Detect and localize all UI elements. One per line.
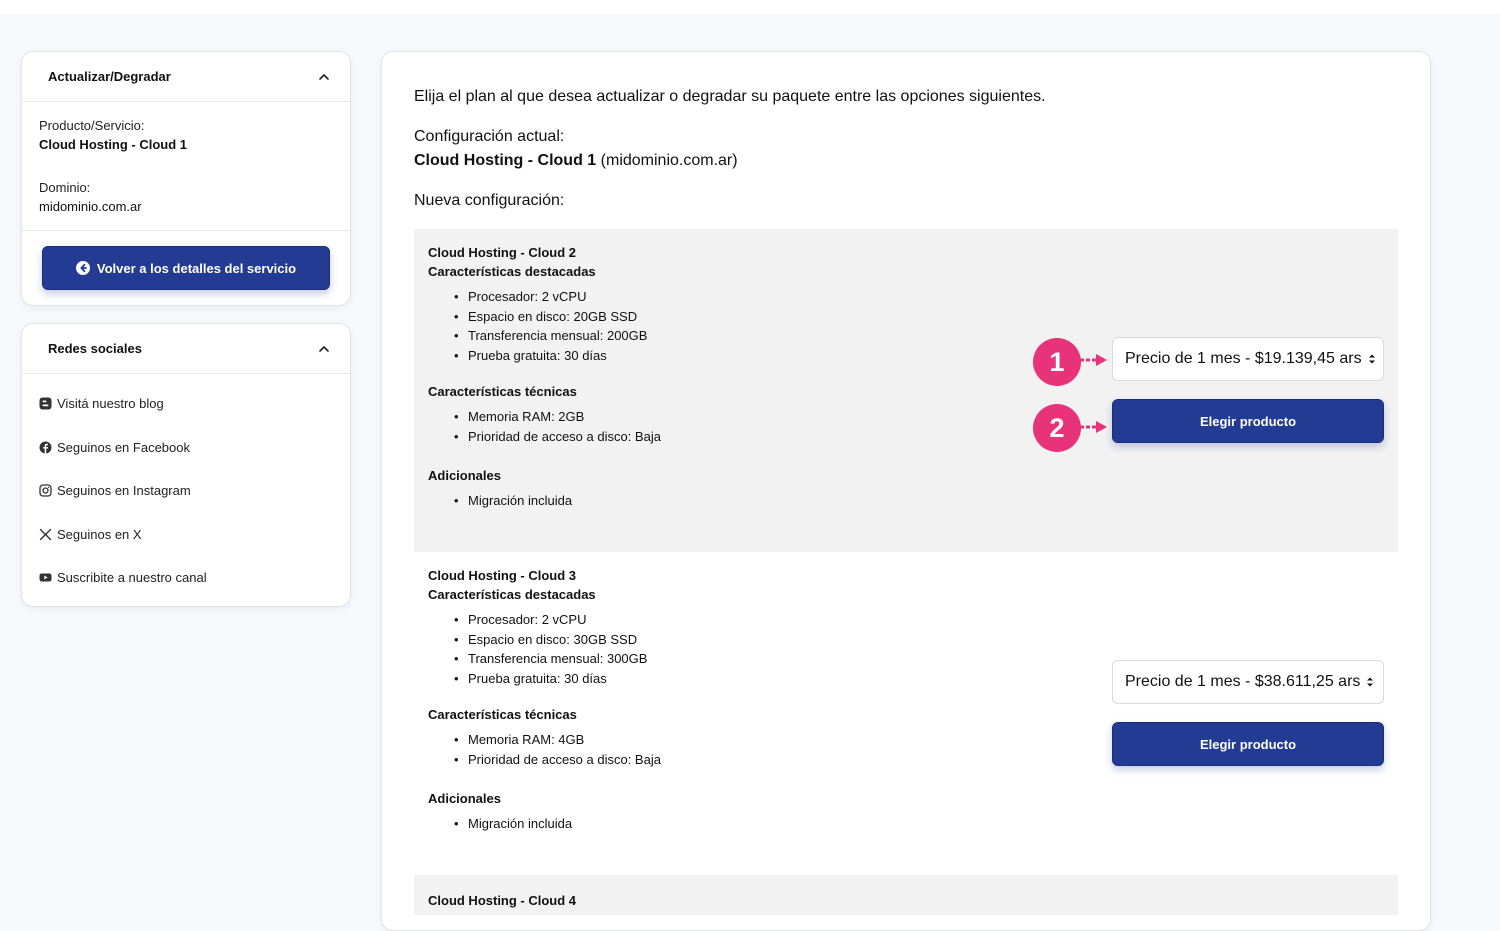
social-panel [21,323,351,607]
arrow-right-icon [1080,419,1108,435]
list-item: • Transferencia mensual: 200GB [454,326,1384,346]
upgrade-panel-title: Actualizar/Degradar [48,69,171,84]
price-select[interactable] [1112,660,1384,704]
choose-product-button[interactable]: Elegir producto [1112,722,1384,766]
plan-option [414,875,1398,915]
choose-product-button[interactable]: Elegir producto [1112,399,1384,443]
social-item-label: Seguinos en Instagram [57,483,191,499]
domain-label: Dominio: [39,180,91,195]
plan-technical-title: Características técnicas [428,707,577,722]
arrow-right-icon [1080,352,1108,368]
list-item: • Memoria RAM: 2GB [454,407,1384,427]
annotation-marker-1: 1 [1033,338,1081,386]
facebook-icon [39,441,52,454]
price-select[interactable] [1112,337,1384,381]
select-arrows-icon [1368,353,1376,365]
social-item-youtube[interactable] [22,556,350,600]
social-item-label: Seguinos en Facebook [57,439,190,455]
new-config-label: Nueva configuración: [414,192,565,209]
current-plan-domain: (midominio.com.ar) [600,152,738,169]
instagram-icon [39,484,52,497]
social-item-facebook[interactable] [22,426,350,470]
blogger-icon [39,397,52,410]
plan-extras-title: Adicionales [428,791,501,806]
list-item: • Procesador: 2 vCPU [454,610,1384,630]
list-item: • Prioridad de acceso a disco: Baja [454,750,1384,770]
plan-extras-title: Adicionales [428,468,501,483]
list-item: • Prueba gratuita: 30 días [454,346,1384,366]
current-config-label: Configuración actual: [414,128,565,145]
plan-title: Cloud Hosting - Cloud 2 [428,245,577,260]
social-item-label: Seguinos en X [57,526,142,542]
chevron-up-icon[interactable] [318,71,330,83]
current-config-value [414,152,738,170]
social-item-label: Visitá nuestro blog [57,396,164,412]
plan-technical-title: Características técnicas [428,384,577,399]
x-icon [39,528,52,541]
select-arrows-icon [1366,676,1374,688]
product-label: Producto/Servicio: [39,118,145,133]
list-item: • Prueba gratuita: 30 días [454,669,1384,689]
plan-highlights-title: Características destacadas [428,587,596,602]
list-item: • Memoria RAM: 4GB [454,730,1384,750]
current-plan-name: Cloud Hosting - Cloud 1 [414,152,597,169]
social-item-instagram[interactable] [22,469,350,513]
price-select-value: Precio de 1 mes - $38.611,25 ars [1125,673,1361,690]
plan-highlights-title: Características destacadas [428,264,596,279]
arrow-circle-left-icon [76,261,90,275]
plan-title: Cloud Hosting - Cloud 3 [428,568,577,583]
domain-value: midominio.com.ar [39,199,142,214]
back-to-service-button[interactable] [42,246,330,290]
social-item-label: Suscribite a nuestro canal [57,570,207,586]
social-panel-title: Redes sociales [48,341,142,356]
product-value: Cloud Hosting - Cloud 1 [39,137,188,152]
annotation-marker-2: 2 [1033,404,1081,452]
list-item: • Transferencia mensual: 300GB [454,649,1384,669]
plan-extras-list [454,491,1384,511]
list-item: • Espacio en disco: 20GB SSD [454,307,1384,327]
plan-option [414,552,1398,875]
list-item: • Prioridad de acceso a disco: Baja [454,427,1384,447]
plan-extras-list [454,814,1384,834]
top-strip [0,0,1500,14]
list-item: • Migración incluida [454,814,1384,834]
social-list [22,374,350,606]
intro-text: Elija el plan al que desea actualizar o degradar su paquete entre las opciones siguientes. [414,88,1046,105]
back-button-label: Volver a los detalles del servicio [96,260,297,276]
plan-option [414,229,1398,552]
chevron-up-icon[interactable] [318,343,330,355]
price-select-value: Precio de 1 mes - $19.139,45 ars [1125,350,1362,367]
social-panel-header[interactable] [22,324,350,374]
upgrade-panel-header[interactable] [22,52,350,102]
social-item-x[interactable] [22,513,350,557]
list-item: • Procesador: 2 vCPU [454,287,1384,307]
sidebar [21,51,351,624]
youtube-icon [39,571,52,584]
main-panel [381,51,1431,931]
list-item: • Espacio en disco: 30GB SSD [454,630,1384,650]
social-item-blog[interactable] [22,382,350,426]
upgrade-panel [21,51,351,306]
service-info [22,102,350,231]
list-item: • Migración incluida [454,491,1384,511]
plan-title: Cloud Hosting - Cloud 4 [428,893,577,908]
